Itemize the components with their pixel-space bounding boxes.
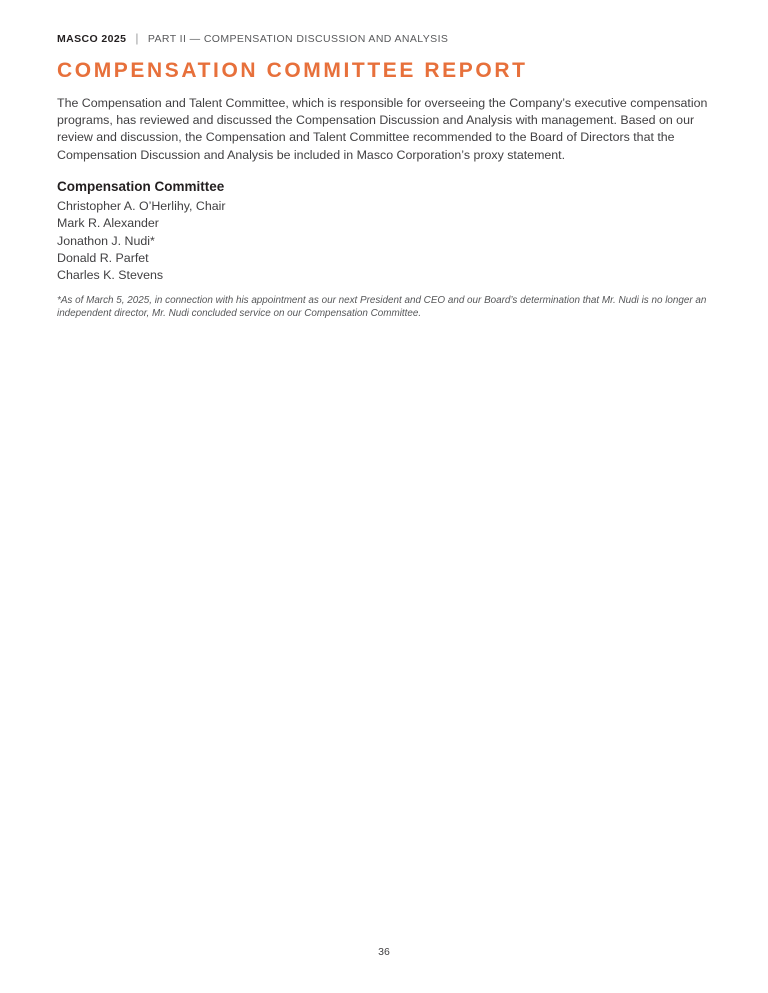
footnote: *As of March 5, 2025, in connection with his appointment as our next President and CEO and our Board’s determination that Mr. Nudi is no longer an independent director, Mr. Nudi concluded service on our Compensation Committee. <box>57 294 707 320</box>
committee-member: Mark R. Alexander <box>57 216 159 231</box>
running-header <box>57 33 712 45</box>
section-label: PART II — COMPENSATION DISCUSSION AND ANALYSIS <box>147 33 449 45</box>
committee-member: Donald R. Parfet <box>57 251 149 266</box>
header-separator: | <box>135 31 139 45</box>
committee-member: Jonathon J. Nudi* <box>57 233 155 248</box>
page-content <box>57 33 712 321</box>
committee-member: Charles K. Stevens <box>57 268 164 283</box>
committee-heading: Compensation Committee <box>57 178 225 194</box>
report-paragraph: The Compensation and Talent Committee, which is responsible for overseeing the Company’s executive compensation programs, has reviewed and discussed the Compensation Discussion and Analysis with management. Based on our review and discussion, the Compensation and Talent Committee recommended to the Board of Directors that the Compensation Discussion and Analysis be included in Masco Corporation’s proxy statement. <box>57 96 708 162</box>
brand-label: MASCO 2025 <box>57 33 127 45</box>
committee-member-list <box>57 198 712 285</box>
page-title: COMPENSATION COMMITTEE REPORT <box>57 59 528 82</box>
page-number: 36 <box>378 946 390 958</box>
committee-member: Christopher A. O’Herlihy, Chair <box>57 198 226 213</box>
